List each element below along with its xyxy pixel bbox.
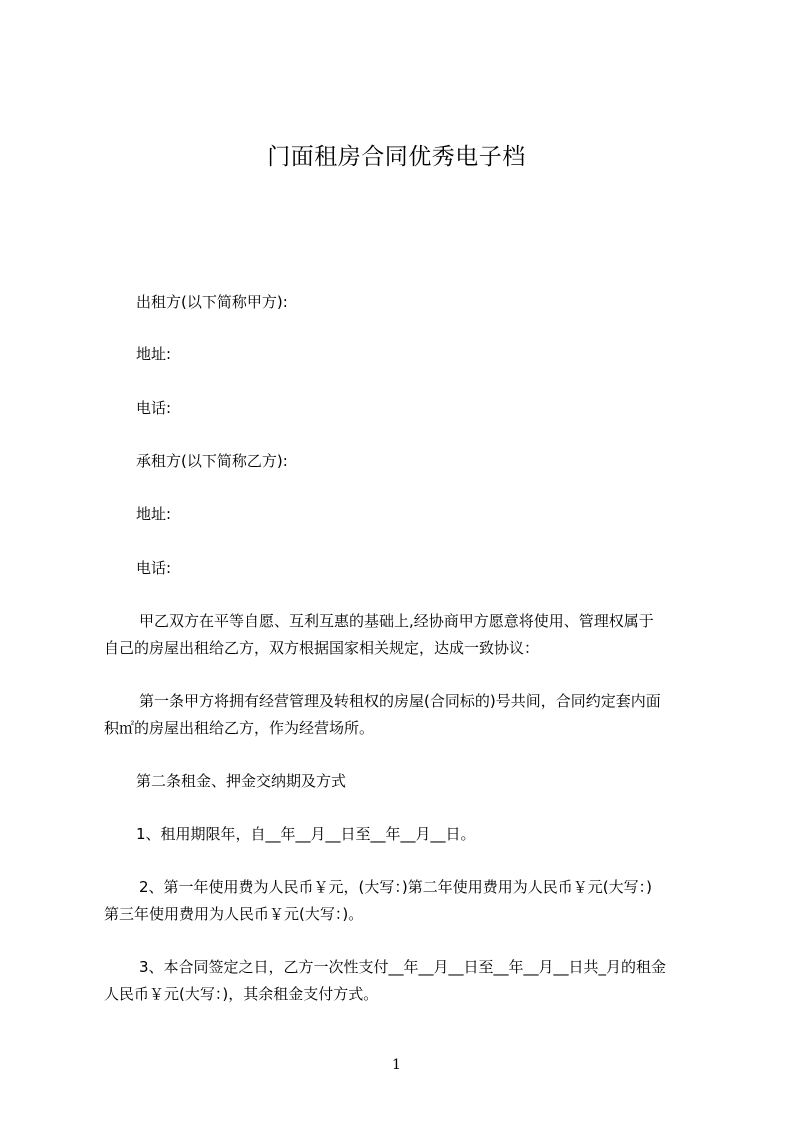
lessee-label: 承租方(以下简称乙方):: [136, 452, 288, 470]
article2-heading: 第二条租金、押金交纳期及方式: [136, 772, 347, 790]
clause-item-2-line-2: 第三年使用费用为人民币￥元(大写：)。: [104, 905, 364, 923]
page-number: 1: [392, 1057, 401, 1073]
article1-line-1: 第一条甲方将拥有经营管理及转租权的房屋(合同标的)号共间，合同约定套内面: [139, 692, 661, 710]
intro-line-1: 甲乙双方在平等自愿、互利互惠的基础上,经协商甲方愿意将使用、管理权属于: [139, 612, 654, 630]
clause-item-3-line-1: 3、本合同签定之日，乙方一次性支付__年__月__日至__年__月__日共_月的租金: [139, 958, 667, 976]
lessee-phone: 电话:: [136, 559, 172, 577]
lessor-phone: 电话:: [136, 399, 172, 417]
clause-item-1: 1、租用期限年，自__年__月__日至__年__月__日。: [136, 825, 476, 843]
intro-line-2: 自己的房屋出租给乙方，双方根据国家相关规定，达成一致协议：: [104, 639, 540, 657]
clause-item-3-line-2: 人民币￥元(大写：)，其余租金支付方式。: [104, 985, 379, 1003]
lessor-label: 出租方(以下简称甲方):: [136, 293, 288, 311]
lessee-address: 地址:: [136, 505, 172, 523]
clause-item-2-line-1: 2、第一年使用费为人民币￥元，(大写：)第二年使用费用为人民币￥元(大写：): [139, 878, 652, 896]
article1-line-2: 积㎡的房屋出租给乙方，作为经营场所。: [104, 719, 375, 737]
lessor-address: 地址:: [136, 345, 172, 363]
document-title: 门面租房合同优秀电子档: [267, 144, 526, 170]
